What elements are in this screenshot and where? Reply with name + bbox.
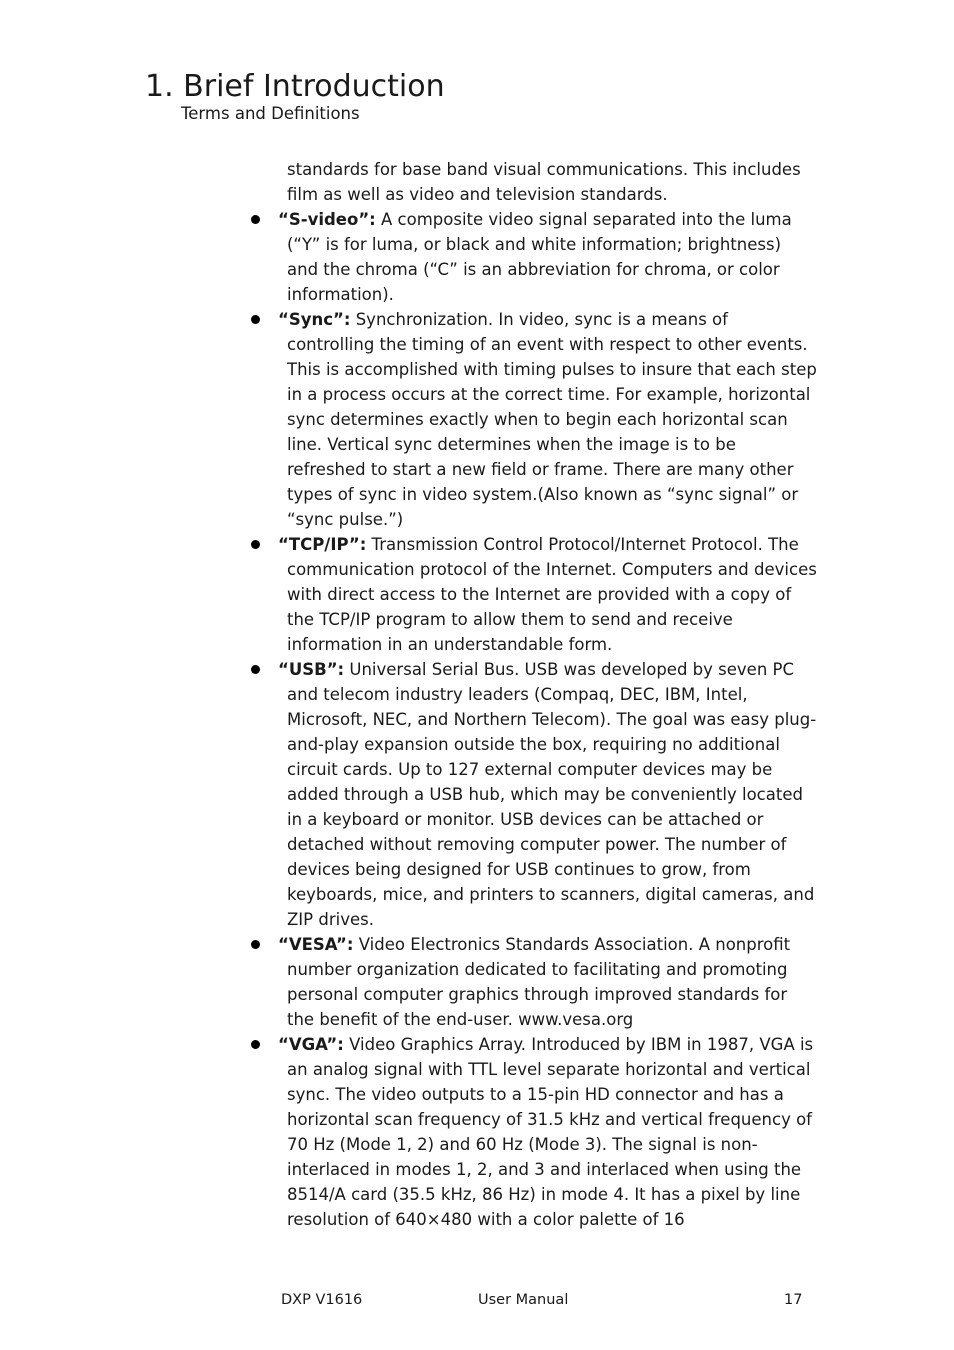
definition-text: Synchronization. In video, sync is a means of controlling the timing of an event with respect to other events. This is accomplished with timing pulses to insure that each step in a process occurs at the correct time. For example, horizontal sync determines exactly when to begin each horizontal scan line. Vertical sync determines when the image is to be refreshed to start a new field or frame. There are many other types of sync in video system.(Also known as “sync signal” or “sync pulse.”) [287,310,817,529]
definition-item-sync [278,307,817,532]
footer-document-title: User Manual [478,1292,569,1308]
footer-product-name: DXP V1616 [281,1292,363,1308]
bullet-icon [251,1040,260,1049]
bullet-icon [251,665,260,674]
definition-term: “USB”: [278,660,345,679]
definition-term: “VGA”: [278,1035,344,1054]
definition-item-vesa [278,932,817,1032]
continuation-paragraph: standards for base band visual communications. This includes film as well as video and television standards. [287,160,801,204]
definition-term: “S-video”: [278,210,376,229]
definition-item-vga [278,1032,817,1232]
definition-item-tcp-ip [278,532,817,657]
definition-term: “TCP/IP”: [278,535,367,554]
bullet-icon [251,940,260,949]
definition-text: Universal Serial Bus. USB was developed by seven PC and telecom industry leaders (Compaq, DEC, IBM, Intel, Microsoft, NEC, and Northern Telecom). The goal was easy plug-and-play expansion outside the box, requiring no additional circuit cards. Up to 127 external computer devices may be added through a USB hub, which may be conveniently located in a keyboard or monitor. USB devices can be attached or detached without removing computer power. The number of devices being designed for USB continues to grow, from keyboards, mice, and printers to scanners, digital cameras, and ZIP drives. [287,660,817,929]
bullet-icon [251,540,260,549]
bullet-icon [251,315,260,324]
definition-list [278,207,817,1232]
definitions-content [278,157,817,1232]
section-subtitle: Terms and Definitions [181,104,360,123]
definition-term: “VESA”: [278,935,354,954]
definition-text: Video Graphics Array. Introduced by IBM in 1987, VGA is an analog signal with TTL level separate horizontal and vertical sync. The video outputs to a 15-pin HD connector and has a horizontal scan frequency of 31.5 kHz and vertical frequency of 70 Hz (Mode 1, 2) and 60 Hz (Mode 3). The signal is non-interlaced in modes 1, 2, and 3 and interlaced when using the 8514/A card (35.5 kHz, 86 Hz) in mode 4. It has a pixel by line resolution of 640×480 with a color palette of 16 [287,1035,814,1229]
footer-page-number: 17 [784,1292,803,1308]
definition-item-usb [278,657,817,932]
definition-text: Video Electronics Standards Association. A nonprofit number organization dedicated to facilitating and promoting personal computer graphics through improved standards for the benefit of the end-user. www.vesa.org [287,935,791,1029]
definition-term: “Sync”: [278,310,351,329]
definition-item-s-video [278,207,817,307]
definition-text: Transmission Control Protocol/Internet Protocol. The communication protocol of the Internet. Computers and devices with direct access to the Internet are provided with a copy of the TCP/IP program to allow them to send and receive information in an understandable form. [287,535,817,654]
page-title: 1. Brief Introduction [145,69,445,104]
bullet-icon [251,215,260,224]
definition-text: A composite video signal separated into the luma (“Y” is for luma, or black and white information; brightness) and the chroma (“C” is an abbreviation for chroma, or color information). [287,210,792,304]
